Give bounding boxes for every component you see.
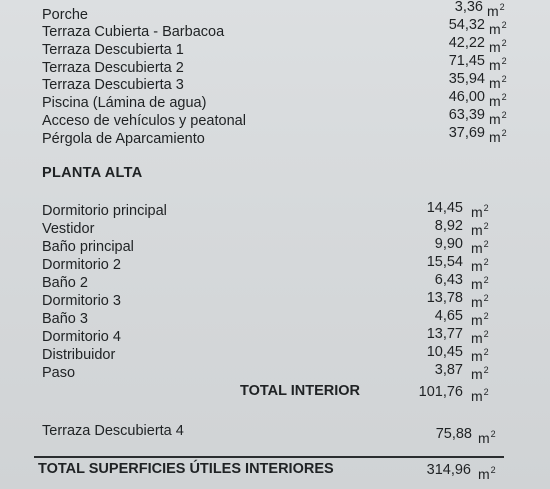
row-label: Distribuidor xyxy=(42,347,116,363)
row-label: Terraza Cubierta - Barbacoa xyxy=(42,24,225,40)
row-value: 35,94 xyxy=(448,71,485,87)
row-label: Terraza Descubierta 2 xyxy=(42,60,184,76)
row-unit: $m^2$ xyxy=(471,311,489,328)
row-value: 6,43 xyxy=(434,272,463,288)
row-value: 9,90 xyxy=(434,236,463,252)
row-label: Pérgola de Aparcamiento xyxy=(42,131,205,147)
row-value: 15,54 xyxy=(426,254,463,270)
row-label: Vestidor xyxy=(42,221,95,237)
row-value: 42,22 xyxy=(448,35,485,51)
row-value: 37,69 xyxy=(448,125,485,141)
row-label: Paso xyxy=(42,365,76,381)
row-unit: $m^2$ xyxy=(471,293,489,310)
row-label: Acceso de vehículos y peatonal xyxy=(42,113,246,129)
row-value: 4,65 xyxy=(434,308,463,324)
row-unit: $m^2$ xyxy=(471,365,489,382)
row-unit: $m^2$ xyxy=(489,56,507,73)
row-unit: $m^2$ xyxy=(489,74,507,91)
row-label: Terraza Descubierta 1 xyxy=(42,42,184,58)
row-unit: $m^2$ xyxy=(471,347,489,364)
row-unit: $m^2$ xyxy=(471,275,489,292)
row-value: 3,36 xyxy=(454,0,483,15)
section-heading-planta-alta: PLANTA ALTA xyxy=(42,165,143,181)
row-label: Terraza Descubierta 3 xyxy=(42,77,184,93)
row-unit: $m^2$ xyxy=(471,257,489,274)
row-value: 13,77 xyxy=(426,326,463,342)
terraza-4-unit: $m^2$ xyxy=(478,429,496,446)
row-label: Dormitorio principal xyxy=(42,203,167,219)
row-value: 54,32 xyxy=(448,17,485,33)
total-interior-unit: $m^2$ xyxy=(471,387,489,404)
row-label: Baño principal xyxy=(42,239,134,255)
row-label: Porche xyxy=(42,7,88,23)
row-unit: $m^2$ xyxy=(471,329,489,346)
row-value: 13,78 xyxy=(426,290,463,306)
row-unit: $m^2$ xyxy=(487,2,505,19)
grand-total-value: 314,96 xyxy=(426,462,471,478)
total-interior-label: TOTAL INTERIOR xyxy=(240,383,361,399)
row-label: Baño 2 xyxy=(42,275,88,291)
total-interior-value: 101,76 xyxy=(418,384,463,400)
row-unit: $m^2$ xyxy=(489,92,507,109)
row-label: Baño 3 xyxy=(42,311,88,327)
row-label: Dormitorio 4 xyxy=(42,329,121,345)
row-unit: $m^2$ xyxy=(471,203,489,220)
terraza-4-value: 75,88 xyxy=(435,426,472,442)
row-value: 71,45 xyxy=(448,53,485,69)
row-unit: $m^2$ xyxy=(489,38,507,55)
grand-total-label: TOTAL SUPERFICIES ÚTILES INTERIORES xyxy=(38,461,334,477)
row-unit: $m^2$ xyxy=(471,239,489,256)
row-value: 14,45 xyxy=(426,200,463,216)
grand-total-unit: $m^2$ xyxy=(478,465,496,482)
row-value: 63,39 xyxy=(448,107,485,123)
total-rule xyxy=(34,456,504,458)
row-label: Piscina (Lámina de agua) xyxy=(42,95,207,111)
row-unit: $m^2$ xyxy=(489,20,507,37)
row-value: 46,00 xyxy=(448,89,485,105)
terraza-4-label: Terraza Descubierta 4 xyxy=(42,423,184,439)
row-value: 3,87 xyxy=(434,362,463,378)
row-label: Dormitorio 3 xyxy=(42,293,121,309)
row-value: 8,92 xyxy=(434,218,463,234)
row-unit: $m^2$ xyxy=(489,128,507,145)
row-unit: $m^2$ xyxy=(489,110,507,127)
row-label: Dormitorio 2 xyxy=(42,257,121,273)
row-value: 10,45 xyxy=(426,344,463,360)
row-unit: $m^2$ xyxy=(471,221,489,238)
